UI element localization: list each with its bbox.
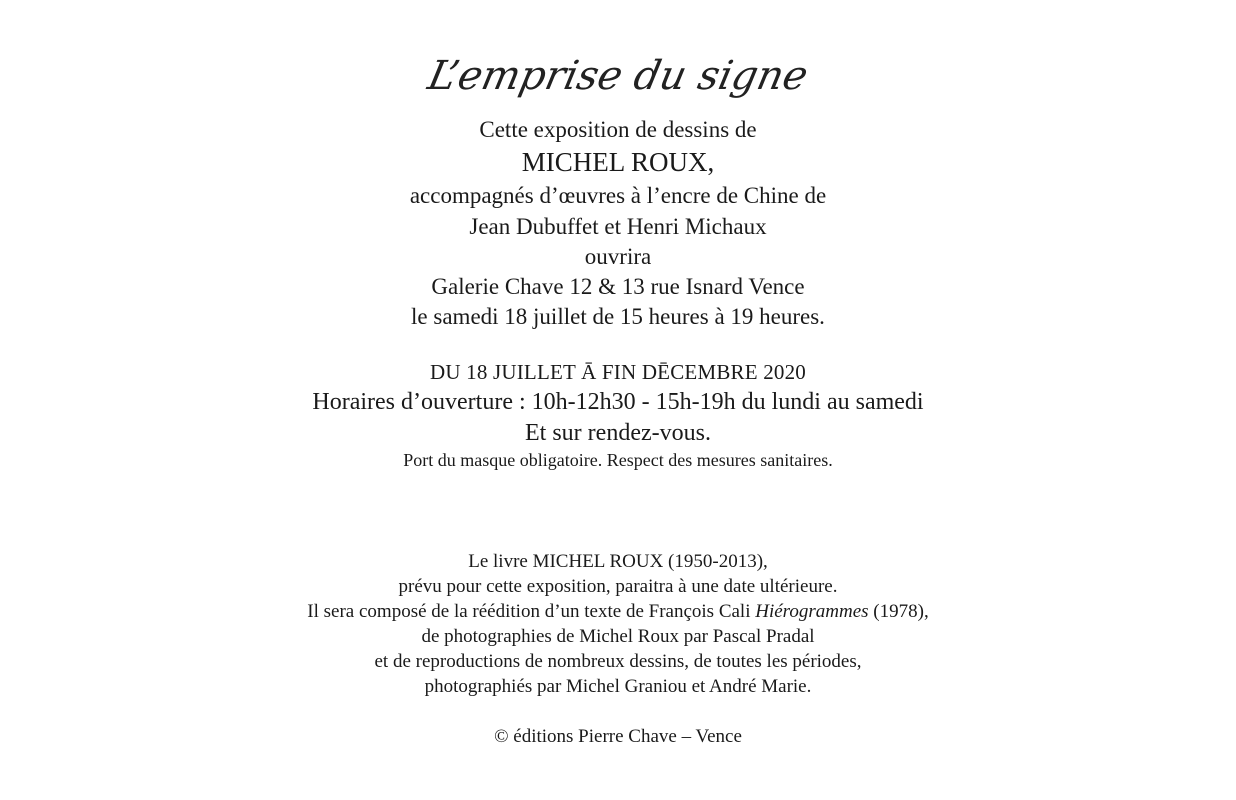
exhibition-dates: DU 18 JUILLET Ā FIN DĒCEMBRE 2020	[429, 360, 807, 384]
book-line-1: Le livre MICHEL ROUX (1950-2013),	[468, 551, 768, 572]
book-title-hierogrammes: Hiérogrammes	[755, 601, 869, 622]
book-line-5: et de reproductions de nombreux dessins, de toutes les périodes,	[374, 651, 862, 672]
book-line-2: prévu pour cette exposition, paraitra à une date ultérieure.	[398, 576, 838, 597]
exhibition-title: L’emprise du signe	[424, 53, 812, 99]
sanitary-note: Port du masque obligatoire. Respect des mesures sanitaires.	[403, 450, 833, 470]
artist-name: MICHEL ROUX,	[521, 147, 715, 177]
book-line-3	[0, 602, 1236, 621]
opening-date: le samedi 18 juillet de 15 heures à 19 heures.	[411, 304, 825, 329]
copyright-line: © éditions Pierre Chave – Vence	[494, 726, 742, 747]
book-line-6: photographiés par Michel Graniou et André Marie.	[424, 676, 812, 697]
opening-hours: Horaires d’ouverture : 10h-12h30 - 15h-19h du lundi au samedi	[312, 389, 924, 415]
book-line-4: de photographies de Michel Roux par Pascal Pradal	[421, 626, 815, 647]
accompanied-line: accompagnés d’œuvres à l’encre de Chine de	[409, 183, 827, 208]
opening-verb: ouvrira	[584, 244, 652, 269]
appointment-note: Et sur rendez-vous.	[525, 420, 711, 446]
intro-line: Cette exposition de dessins de	[479, 117, 757, 142]
book-line-3-start: Il sera composé de la réédition d’un texte de François Cali	[307, 601, 756, 622]
venue-address: Galerie Chave 12 & 13 rue Isnard Vence	[431, 274, 805, 299]
book-line-3-end: (1978),	[868, 601, 929, 622]
guest-artists: Jean Dubuffet et Henri Michaux	[469, 214, 767, 239]
